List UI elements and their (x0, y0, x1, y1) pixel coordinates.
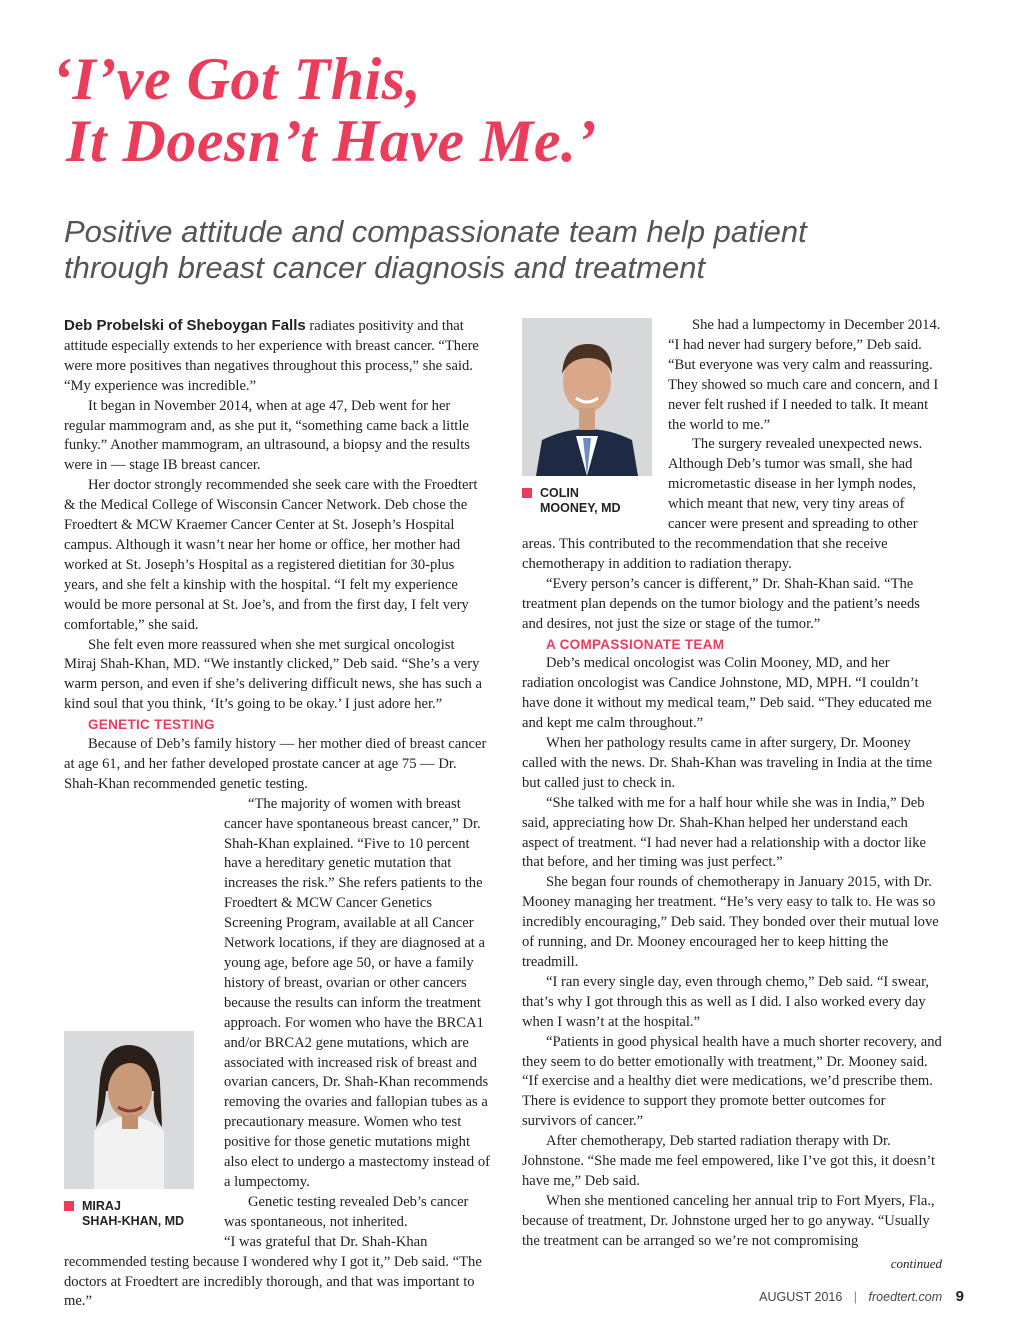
subtitle-line-2: through breast cancer diagnosis and treatment (64, 250, 706, 285)
portrait-image (64, 1031, 194, 1189)
paragraph: When she mentioned canceling her annual trip to Fort Myers, Fla., because of treatment, Dr. Johnstone urged her to go anyway. “Usually the treatment can be arranged so we’re not compromising (522, 1192, 935, 1249)
paragraph: She felt even more reassured when she met surgical oncologist Miraj Shah-Khan, MD. “We instantly clicked,” Deb said. “She’s a very warm person, and even if she’s delivering difficult news, she has such a kind soul that you think, ‘It’s going to be okay.’ I just adore her.” (64, 636, 482, 713)
photo-mooney (522, 318, 652, 476)
footer-separator: | (853, 1290, 858, 1304)
paragraph: “I ran every single day, even through chemo,” Deb said. “I swear, that’s why I got through this as well as I did. I also worked every day when I wasn’t at the hospital.” (522, 973, 930, 1030)
paragraph: “Every person’s cancer is different,” Dr. Shah-Khan said. “The treatment plan depends on the tumor biology and the patient’s needs and desires, not just the size or stage of the tumor.” (522, 575, 920, 632)
paragraph: Genetic testing revealed Deb’s cancer was spontaneous, not inherited. (224, 1193, 469, 1230)
caption-line-2: MOONEY, MD (540, 501, 621, 515)
section-heading-compassionate-team: A COMPASSIONATE TEAM (546, 636, 725, 652)
lead-paragraph (64, 316, 490, 397)
paragraph: Her doctor strongly recommended she seek care with the Froedtert & the Medical College of Wisconsin Cancer Network. Deb chose the Froedtert & MCW Kraemer Cancer Center at St. Joseph’s Hospital campus. Although it wasn’t near her home or office, her mother had worked at St. Joseph’s Hospital as a registered dietitian for 30-plus years, and she felt a kinship with the hospital. “I felt my experience would be more personal at St. Joe’s, and from the first day, I felt very comfortable,” she said. (64, 477, 478, 633)
paragraph: It began in November 2014, when at age 47, Deb went for her regular mammogram and, as she put it, “something came back a little funky.” Another mammogram, an ultrasound, a biopsy and the results were in — stage IB breast cancer. (64, 397, 470, 474)
footer-url[interactable]: froedtert.com (868, 1290, 943, 1304)
page-number: 9 (955, 1288, 964, 1305)
footer-issue: AUGUST 2016 (759, 1290, 843, 1304)
photo-caption-mooney (522, 486, 656, 516)
photo-shah-khan (64, 1031, 194, 1189)
lead-text: radiates positivity and that attitude especially extends to her experience with breast cancer. “There were more positives than negatives throughout this process,” she said. “My experience was incredible.” (64, 318, 479, 394)
paragraph: After chemotherapy, Deb started radiation therapy with Dr. Johnstone. “She made me feel empowered, like I’ve got this, it doesn’t have me,” Deb said. (522, 1133, 936, 1189)
subtitle-line-1: Positive attitude and compassionate team help patient (64, 214, 807, 249)
article-title (52, 48, 597, 172)
article-subtitle (64, 214, 807, 286)
caption-line-2: SHAH-KHAN, MD (82, 1213, 185, 1228)
photo-mooney-figure (522, 318, 656, 516)
paragraph: The surgery revealed unexpected news. Although Deb’s tumor was small, she had micrometastic disease in her lymph nodes, which meant that new, very tiny areas of cancer were present and spreading to other areas. This contributed to the recommendation that she receive chemotherapy in addition to radiation therapy. (522, 436, 923, 572)
paragraph: “The majority of women with breast cancer have spontaneous breast cancer,” Dr. Shah-Khan explained. “Five to 10 percent have a hereditary genetic mutation that increases the risk.” She refers patients to the Froedtert & MCW Cancer Genetics Screening Program, available at all Cancer Network locations, if they are diagnosed at a young age, before age 50, or have a family history of breast, ovarian or other cancers because the results can inform the treatment approach. For women who have the BRCA1 and/or BRCA2 gene mutations, which are associated with increased risk of breast and ovarian cancers, Dr. Shah-Khan recommends removing the ovaries and fallopian tubes as a precautionary measure. Women who test positive for those genetic mutations might also elect to undergo a mastectomy instead of a lumpectomy. (224, 795, 490, 1190)
page-footer (759, 1288, 964, 1305)
paragraph: “She talked with me for a half hour while she was in India,” Deb said, appreciating how Dr. Shah-Khan helped her understand each aspect of treatment. “I had never had a relationship with a doctor like that before, and her timing was just perfect.” (522, 794, 927, 871)
caption-line-1: COLIN (540, 486, 579, 500)
paragraph: She began four rounds of chemotherapy in January 2015, with Dr. Mooney managing her treatment. “He’s very easy to talk to. He was so incredibly encouraging,” Deb said. They bonded over their mutual love of running, and Dr. Mooney encouraged her to keep hitting the treadmill. (522, 874, 939, 970)
paragraph: She had a lumpectomy in December 2014. “I had never had surgery before,” Deb said. “But everyone was very calm and reassuring. They showed so much care and concern, and I never felt rushed if I needed to talk. It meant the world to me.” (668, 317, 941, 433)
photo-shah-khan-figure (64, 1031, 212, 1229)
article-column-right (522, 316, 942, 1274)
paragraph: “Patients in good physical health have a much shorter recovery, and they seem to do better emotionally with treatment,” Dr. Mooney said. “If exercise and a healthy diet were medications, we’d prescribe them. There is evidence to support they promote better outcomes for survivors of cancer.” (522, 1033, 942, 1130)
title-line-1: ‘I’ve Got This, (52, 46, 422, 112)
continued-label: continued (890, 1255, 942, 1271)
photo-caption-shah-khan (64, 1199, 212, 1229)
paragraph: When her pathology results came in after surgery, Dr. Mooney called with the news. Dr. Shah-Khan was traveling in India at the time but called just to check in. (522, 735, 933, 791)
lead-name: Deb Probelski of Sheboygan Falls (64, 317, 306, 334)
caption-line-1: MIRAJ (82, 1198, 121, 1213)
caption-marker-icon (522, 488, 532, 498)
paragraph: Because of Deb’s family history — her mother died of breast cancer at age 61, and her father developed prostate cancer at age 75 — Dr. Shah-Khan recommended genetic testing. (64, 736, 487, 792)
portrait-image (522, 318, 652, 476)
caption-marker-icon (64, 1201, 74, 1211)
article-column-left (64, 316, 490, 1312)
paragraph: “I was grateful that Dr. Shah-Khan recommended testing because I wondered why I got it,” Deb said. “The doctors at Froedtert are incredibly thorough, and that was important to me.” (64, 1233, 482, 1310)
title-line-2: It Doesn’t Have Me.’ (66, 108, 598, 174)
section-heading-genetic-testing: GENETIC TESTING (88, 717, 215, 733)
paragraph: Deb’s medical oncologist was Colin Mooney, MD, and her radiation oncologist was Candice Johnstone, MD, MPH. “I couldn’t have done it without my medical team,” Deb said. “They educated me and kept me calm throughout.” (522, 655, 932, 732)
